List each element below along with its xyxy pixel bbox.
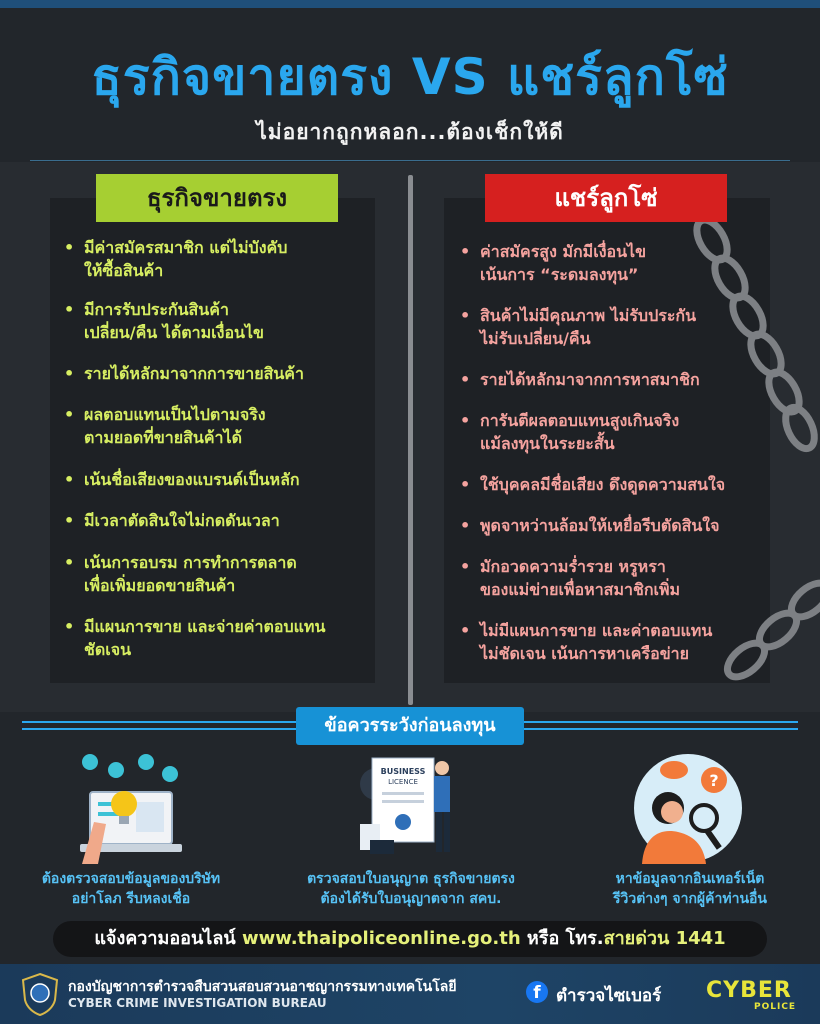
direct-sales-heading: ธุรกิจขายตรง xyxy=(96,174,338,222)
list-item: • เน้นชื่อเสียงของแบรนด์เป็นหลัก xyxy=(62,468,372,491)
header-divider xyxy=(30,160,790,161)
svg-text:?: ? xyxy=(709,771,719,790)
list-item: • มีเวลาตัดสินใจไม่กดดันเวลา xyxy=(62,509,372,532)
direct-sales-list xyxy=(62,236,372,661)
page-subtitle: ไม่อยากถูกหลอก...ต้องเช็กให้ดี xyxy=(256,120,564,144)
cyber-police-logo: CYBER xyxy=(706,978,792,1003)
list-item: • มีการรับประกันสินค้า เปลี่ยน/คืน ได้ตามเงื่อนไข xyxy=(62,298,372,344)
ponzi-heading: แชร์ลูกโซ่ xyxy=(485,174,727,222)
facebook-page-name[interactable]: ตำรวจไซเบอร์ xyxy=(556,986,662,1006)
svg-text:BUSINESS: BUSINESS xyxy=(380,767,426,776)
cyber-police-logo-sub: POLICE xyxy=(754,1002,797,1012)
list-item: • รายได้หลักมาจากการขายสินค้า xyxy=(62,362,372,385)
list-item: • การันตีผลตอบแทนสูงเกินจริง แม้ลงทุนในระยะสั้น xyxy=(458,409,764,455)
facebook-icon[interactable]: f xyxy=(526,981,548,1003)
hotline-lead: แจ้งความออนไลน์ xyxy=(94,928,236,949)
hotline-number[interactable]: สายด่วน 1441 xyxy=(603,928,726,949)
ponzi-list xyxy=(458,240,764,665)
svg-text:LICENCE: LICENCE xyxy=(388,778,418,786)
footer-org-thai: กองบัญชาการตำรวจสืบสวนสอบสวนอาชญากรรมทางเทคโนโลยี xyxy=(68,979,457,995)
lightbulb-laptop-icon xyxy=(72,752,190,864)
tip-research-online: หาข้อมูลจากอินเทอร์เน็ต รีวิวต่างๆ จากผู้ค้าท่านอื่น xyxy=(612,871,768,907)
section-line-right xyxy=(522,721,798,723)
section-line-left xyxy=(22,721,298,723)
hotline-url[interactable]: www.thaipoliceonline.go.th xyxy=(241,928,521,949)
list-item: • พูดจาหว่านล้อมให้เหยื่อรีบตัดสินใจ xyxy=(458,514,764,537)
hotline-banner xyxy=(53,921,767,957)
list-item: • ผลตอบแทนเป็นไปตามจริง ตามยอดที่ขายสินค้าได้ xyxy=(62,403,372,449)
list-item: • มักอวดความร่ำรวย หรูหรา ของแม่ข่ายเพื่อหาสมาชิกเพิ่ม xyxy=(458,555,764,601)
page-title: ธุรกิจขายตรง VS แชร์ลูกโซ่ xyxy=(91,48,729,106)
section-line-left xyxy=(22,728,298,730)
top-bar xyxy=(0,0,820,8)
column-divider xyxy=(408,175,413,705)
footer-org-english: CYBER CRIME INVESTIGATION BUREAU xyxy=(68,996,327,1010)
list-item: • มีแผนการขาย และจ่ายค่าตอบแทน ชัดเจน xyxy=(62,615,372,661)
list-item: • ไม่มีแผนการขาย และค่าตอบแทน ไม่ชัดเจน เน้นการหาเครือข่าย xyxy=(458,619,764,665)
hotline-or: หรือ โทร. xyxy=(526,928,604,949)
tip-check-licence: ตรวจสอบใบอนุญาต ธุรกิจขายตรง ต้องได้รับใบอนุญาตจาก สคบ. xyxy=(307,871,515,907)
list-item: • เน้นการอบรม การทำการตลาด เพื่อเพิ่มยอดขายสินค้า xyxy=(62,551,372,597)
caution-title: ข้อควรระวังก่อนลงทุน xyxy=(296,707,524,745)
list-item: • สินค้าไม่มีคุณภาพ ไม่รับประกัน ไม่รับเปลี่ยน/คืน xyxy=(458,304,764,350)
tip-check-company: ต้องตรวจสอบข้อมูลของบริษัท อย่าโลภ รีบหลงเชื่อ xyxy=(41,871,221,907)
list-item: • ค่าสมัครสูง มักมีเงื่อนไข เน้นการ “ระดมลงทุน” xyxy=(458,240,764,286)
list-item: • รายได้หลักมาจากการหาสมาชิก xyxy=(458,368,764,391)
list-item: • มีค่าสมัครสมาชิก แต่ไม่บังคับ ให้ซื้อสินค้า xyxy=(62,236,372,282)
list-item: • ใช้บุคคลมีชื่อเสียง ดึงดูดความสนใจ xyxy=(458,473,764,496)
licence-document-icon xyxy=(356,752,466,862)
magnifier-person-icon xyxy=(632,752,744,864)
section-line-right xyxy=(522,728,798,730)
shield-badge-icon xyxy=(20,972,60,1016)
